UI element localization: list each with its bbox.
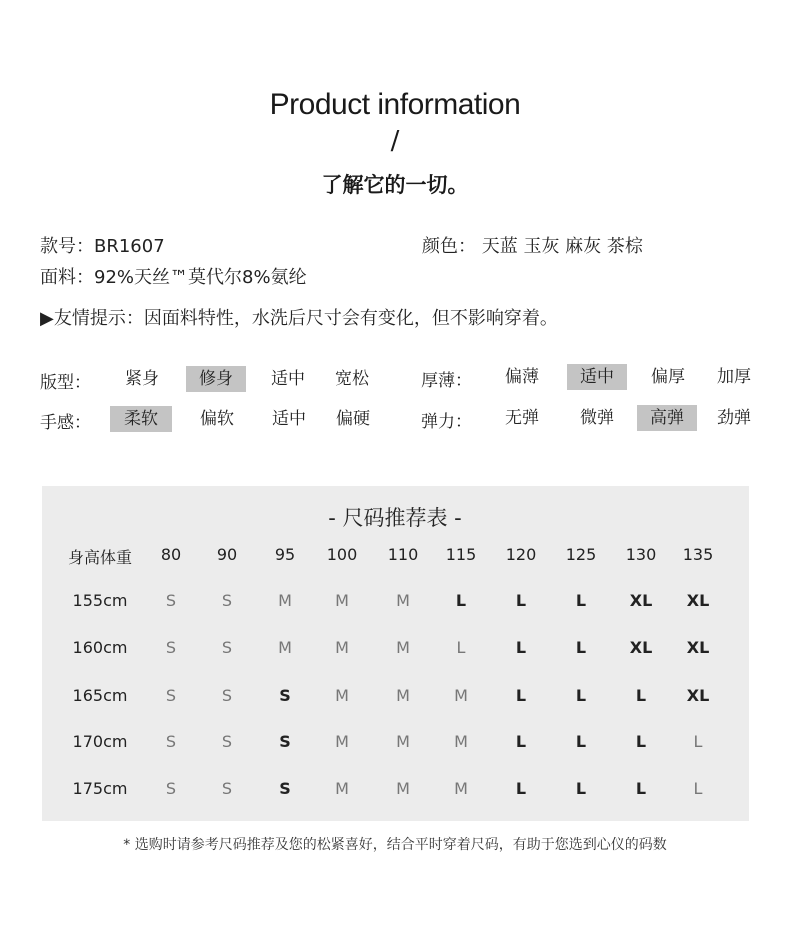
weight-column-header: 90	[216, 545, 238, 564]
size-cell: S	[165, 779, 177, 798]
size-cell: M	[396, 638, 410, 657]
weight-column-header: 80	[160, 545, 182, 564]
size-cell: M	[396, 779, 410, 798]
size-cell: L	[575, 638, 587, 657]
size-cell: XL	[629, 591, 653, 610]
page-title: Product information	[269, 88, 521, 121]
size-cell: M	[396, 591, 410, 610]
size-cell: L	[693, 732, 703, 751]
size-cell: S	[221, 732, 233, 751]
page-subtitle: 了解它的一切。	[321, 173, 469, 197]
size-cell: L	[455, 591, 467, 610]
size-cell: S	[165, 686, 177, 705]
feel-label: 手感：	[40, 413, 91, 433]
elasticity-option: 劲弹	[717, 408, 751, 428]
size-cell: L	[515, 686, 527, 705]
weight-column-header: 100	[326, 545, 358, 564]
elasticity-option-selected: 高弹	[637, 405, 697, 431]
size-cell: S	[221, 779, 233, 798]
weight-column-header: 135	[682, 545, 714, 564]
size-cell: S	[165, 591, 177, 610]
fit-label: 版型：	[40, 373, 91, 393]
style-number: 款号：BR1607	[40, 236, 165, 257]
height-row-header: 175cm	[72, 779, 128, 798]
size-cell: S	[221, 591, 233, 610]
weight-column-header: 130	[625, 545, 657, 564]
size-cell: L	[515, 638, 527, 657]
size-cell: XL	[686, 591, 710, 610]
thickness-option: 偏厚	[651, 367, 685, 387]
thickness-option: 偏薄	[505, 367, 539, 387]
size-cell: XL	[686, 686, 710, 705]
size-cell: L	[575, 591, 587, 610]
size-cell: L	[635, 732, 647, 751]
size-cell: M	[396, 686, 410, 705]
size-cell: L	[456, 638, 466, 657]
title-divider: /	[390, 126, 400, 156]
fit-option: 适中	[271, 369, 305, 389]
size-cell: S	[279, 686, 291, 705]
height-row-header: 170cm	[72, 732, 128, 751]
size-cell: L	[635, 779, 647, 798]
size-cell: L	[575, 779, 587, 798]
size-cell: S	[221, 638, 233, 657]
size-cell: M	[454, 686, 468, 705]
height-row-header: 155cm	[72, 591, 128, 610]
feel-option: 偏硬	[336, 409, 370, 429]
size-cell: S	[279, 779, 291, 798]
size-cell: S	[221, 686, 233, 705]
weight-column-header: 120	[505, 545, 537, 564]
size-cell: XL	[686, 638, 710, 657]
size-cell: S	[165, 638, 177, 657]
size-cell: M	[335, 638, 349, 657]
size-cell: L	[515, 779, 527, 798]
size-cell: XL	[629, 638, 653, 657]
fit-option-selected: 修身	[186, 366, 246, 392]
size-cell: M	[335, 779, 349, 798]
size-cell: S	[165, 732, 177, 751]
fit-option: 宽松	[335, 369, 369, 389]
size-cell: M	[454, 732, 468, 751]
weight-column-header: 125	[565, 545, 597, 564]
height-row-header: 160cm	[72, 638, 128, 657]
elasticity-option: 微弹	[580, 408, 614, 428]
feel-option: 适中	[272, 409, 306, 429]
size-cell: S	[279, 732, 291, 751]
thickness-option-selected: 适中	[567, 364, 627, 390]
size-cell: L	[515, 591, 527, 610]
size-cell: M	[278, 591, 292, 610]
elasticity-label: 弹力：	[421, 412, 472, 432]
table-corner-header: 身高体重	[67, 548, 132, 567]
thickness-label: 厚薄：	[421, 371, 472, 391]
size-cell: M	[454, 779, 468, 798]
size-cell: M	[335, 686, 349, 705]
size-cell: L	[575, 732, 587, 751]
size-cell: L	[635, 686, 647, 705]
weight-column-header: 95	[274, 545, 296, 564]
size-cell: L	[693, 779, 703, 798]
feel-option-selected: 柔软	[110, 406, 172, 432]
elasticity-option: 无弹	[505, 408, 539, 428]
fit-option: 紧身	[125, 369, 159, 389]
size-cell: M	[278, 638, 292, 657]
size-cell: L	[575, 686, 587, 705]
size-cell: M	[335, 591, 349, 610]
size-table-title: - 尺码推荐表 -	[328, 506, 462, 530]
color-options: 颜色： 天蓝 玉灰 麻灰 茶棕	[422, 236, 643, 257]
thickness-option: 加厚	[717, 367, 751, 387]
feel-option: 偏软	[200, 409, 234, 429]
height-row-header: 165cm	[72, 686, 128, 705]
care-tip: ▶友情提示：因面料特性，水洗后尺寸会有变化，但不影响穿着。	[40, 308, 558, 329]
size-cell: M	[396, 732, 410, 751]
size-cell: M	[335, 732, 349, 751]
fabric-composition: 面料：92%天丝™莫代尔8%氨纶	[40, 267, 307, 288]
size-cell: L	[515, 732, 527, 751]
weight-column-header: 110	[387, 545, 419, 564]
weight-column-header: 115	[445, 545, 477, 564]
size-footnote: * 选购时请参考尺码推荐及您的松紧喜好，结合平时穿着尺码，有助于您选到心仪的码数	[123, 837, 667, 853]
